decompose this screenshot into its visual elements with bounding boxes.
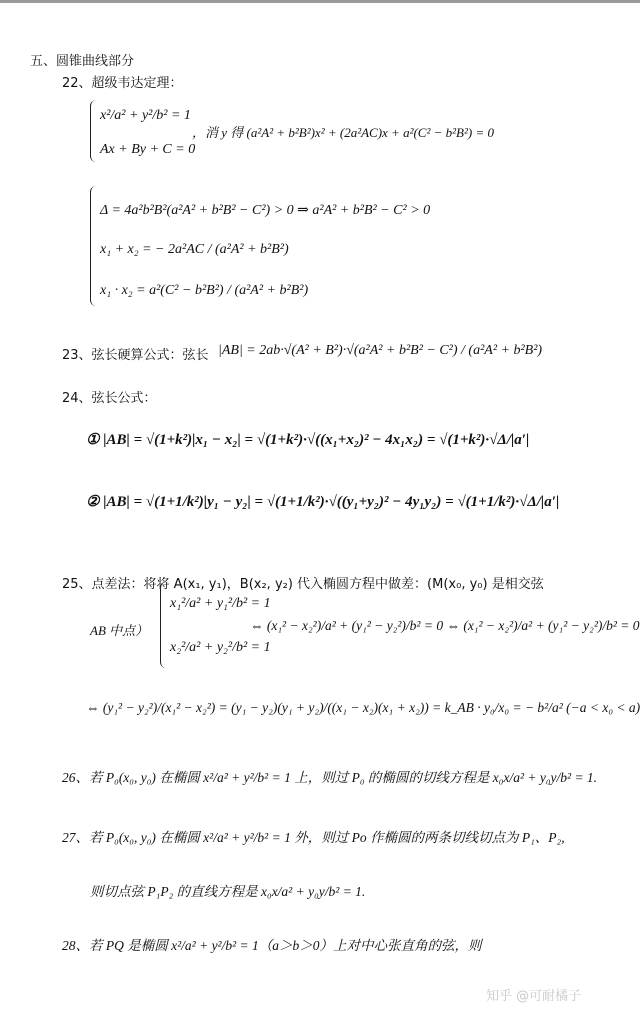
item-25-label: 25、点差法：将将 A(x₁, y₁)，B(x₂, y₂) 代入椭圆方程中做差：(M(x₀, y₀) 是相交弦 [62, 577, 544, 592]
item-25-sys1: x₁²/a² + y₁²/b² = 1 [170, 596, 271, 611]
item-26-text: 26、若 P₀(x₀, y₀) 在椭圆 x²/a² + y²/b² = 1 上，则过 P₀ 的椭圆的切线方程是 x₀x/a² + y₀y/b² = 1. [62, 770, 598, 785]
item-22-label: 22、超级韦达定理： [62, 76, 183, 91]
item-25-chain: ⇔ (y₁² − y₂²)/(x₁² − x₂²) = (y₁ − y₂)(y₁ + y₂)/((x₁ − x₂)(x₁ + x₂)) = k_AB · y₀/x₀ = − b²/a² (−a < x₀ < a) [86, 700, 640, 715]
item-22-r2: x₁ + x₂ = − 2a²AC / (a²A² + b²B²) [100, 242, 289, 257]
watermark: 知乎 @可耐橘子 [486, 989, 582, 1004]
top-border [0, 0, 640, 3]
brace-22b [90, 186, 99, 306]
item-25-sys2: x₂²/a² + y₂²/b² = 1 [170, 640, 271, 655]
item-22-eliminate: ，消 y 得 (a²A² + b²B²)x² + (2a²AC)x + a²(C² − b²B²) = 0 [192, 125, 494, 140]
item-24-label: 24、弦长公式： [62, 391, 157, 406]
item-22-r3: x₁ · x₂ = a²(C² − b²B²) / (a²A² + b²B²) [100, 283, 309, 298]
item-24-f1: ① |AB| = √(1+k²)|x₁ − x₂| = √(1+k²)·√((x₁+x₂)² − 4x₁x₂) = √(1+k²)·√Δ/|a′| [86, 432, 530, 448]
item-23-label: 23、弦长硬算公式：弦长 [62, 348, 209, 363]
item-23-formula: |AB| = 2ab·√(A² + B²)·√(a²A² + b²B² − C²) / (a²A² + b²B²) [218, 343, 543, 358]
item-22-sys1: x²/a² + y²/b² = 1 [100, 108, 191, 123]
brace-22a [90, 100, 99, 162]
item-28-text: 28、若 PQ 是椭圆 x²/a² + y²/b² = 1（a＞b＞0）上对中心张直角的弦，则 [62, 938, 482, 953]
item-25-ab-mid: AB 中点） [90, 623, 149, 638]
item-25-imp1: ⇔ (x₁² − x₂²)/a² + (y₁² − y₂²)/b² = 0 ⇔ (x₁² − x₂²)/a² + (y₁² − y₂²)/b² = 0 [250, 618, 640, 633]
section-title: 五、圆锥曲线部分 [30, 54, 135, 69]
item-27-line1: 27、若 P₀(x₀, y₀) 在椭圆 x²/a² + y²/b² = 1 外，则过 Po 作椭圆的两条切线切点为 P₁、P₂, [62, 830, 565, 845]
item-22-sys2: Ax + By + C = 0 [100, 142, 196, 157]
item-24-f2: ② |AB| = √(1+1/k²)|y₁ − y₂| = √(1+1/k²)·√((y₁+y₂)² − 4y₁y₂) = √(1+1/k²)·√Δ/|a′| [86, 494, 560, 510]
brace-25 [160, 582, 169, 668]
item-27-line2: 则切点弦 P₁P₂ 的直线方程是 x₀x/a² + y₀y/b² = 1. [90, 884, 366, 899]
item-22-r1: Δ = 4a²b²B²(a²A² + b²B² − C²) > 0 ⇒ a²A² + b²B² − C² > 0 [100, 203, 431, 218]
